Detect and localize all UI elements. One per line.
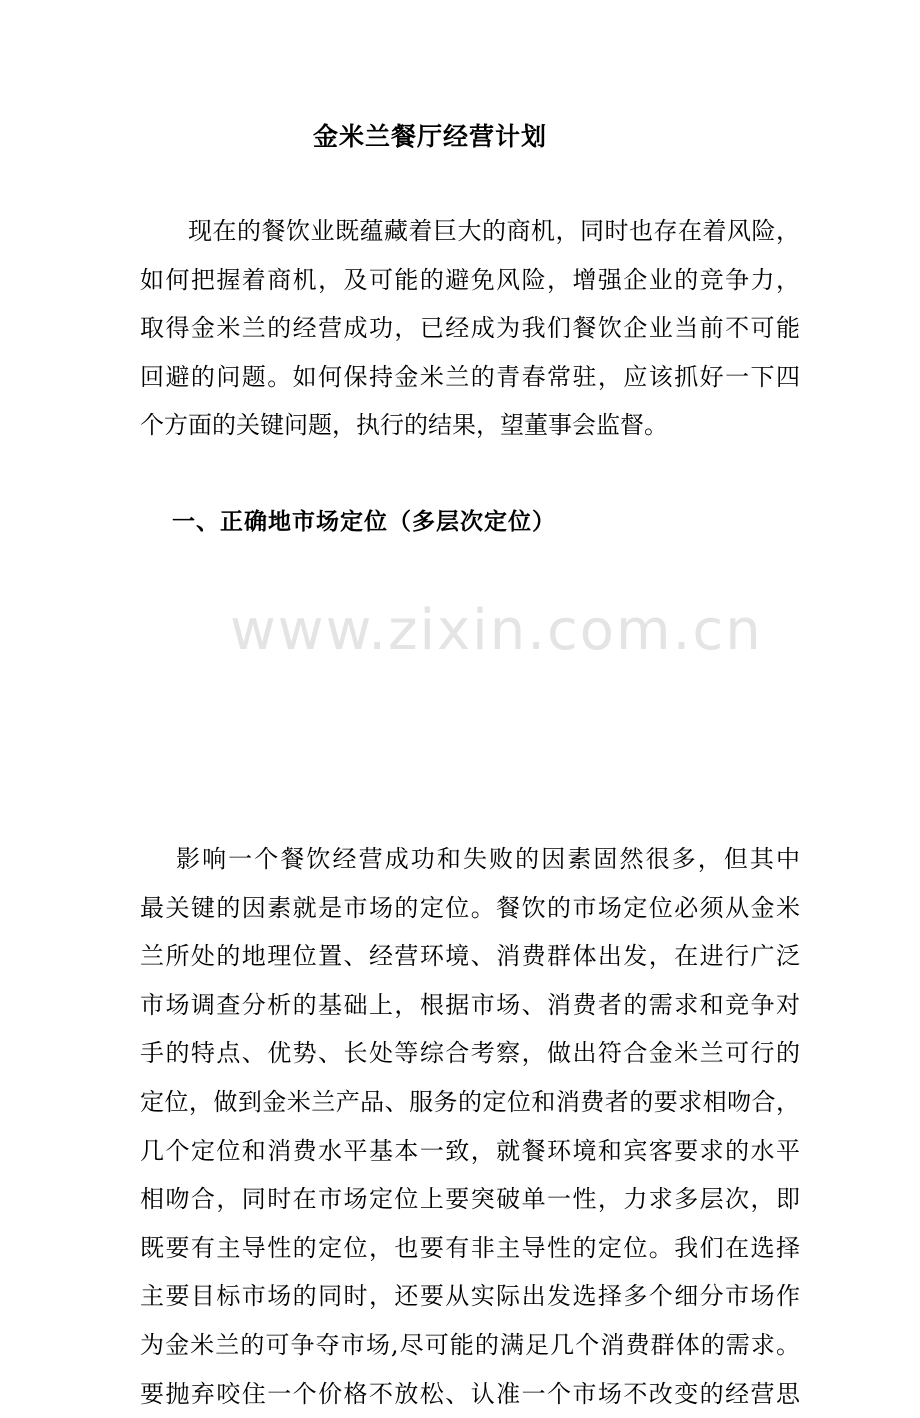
intro-paragraph: [140, 207, 800, 450]
watermark-text: www.zixin.com.cn: [230, 596, 763, 666]
paragraph-line: 回避的问题。如何保持金米兰的青春常驻，应该抓好一下四: [140, 353, 800, 402]
paragraph-line: 为金米兰的可争夺市场,尽可能的满足几个消费群体的需求。: [140, 1321, 800, 1370]
paragraph-line: 几个定位和消费水平基本一致，就餐环境和宾客要求的水平: [140, 1127, 800, 1176]
paragraph-line: 影响一个餐饮经营成功和失败的因素固然很多，但其中: [140, 835, 800, 884]
paragraph-line: 取得金米兰的经营成功，已经成为我们餐饮企业当前不可能: [140, 304, 800, 353]
paragraph-line: 既要有主导性的定位，也要有非主导性的定位。我们在选择: [140, 1224, 800, 1273]
paragraph-line: 如何把握着商机，及可能的避免风险，增强企业的竞争力，: [140, 256, 800, 305]
paragraph-line: 定位，做到金米兰产品、服务的定位和消费者的要求相吻合，: [140, 1078, 800, 1127]
paragraph-line: 最关键的因素就是市场的定位。餐饮的市场定位必须从金米: [140, 884, 800, 933]
paragraph-line: 兰所处的地理位置、经营环境、消费群体出发，在进行广泛: [140, 932, 800, 981]
paragraph-line: 相吻合，同时在市场定位上要突破单一性，力求多层次，即: [140, 1175, 800, 1224]
document-title: 金米兰餐厅经营计划: [0, 112, 860, 162]
paragraph-line: 主要目标市场的同时，还要从实际出发选择多个细分市场作: [140, 1272, 800, 1321]
paragraph-line: 要抛弃咬住一个价格不放松、认准一个市场不改变的经营思: [140, 1370, 800, 1418]
paragraph-line: 个方面的关键问题，执行的结果，望董事会监督。: [140, 401, 800, 450]
section-heading: 一、正确地市场定位（多层次定位）: [172, 497, 556, 547]
paragraph-line: 现在的餐饮业既蕴藏着巨大的商机，同时也存在着风险，: [140, 207, 800, 256]
paragraph-line: 市场调查分析的基础上，根据市场、消费者的需求和竞争对: [140, 981, 800, 1030]
paragraph-line: 手的特点、优势、长处等综合考察，做出符合金米兰可行的: [140, 1029, 800, 1078]
section-paragraph: [140, 835, 800, 1418]
